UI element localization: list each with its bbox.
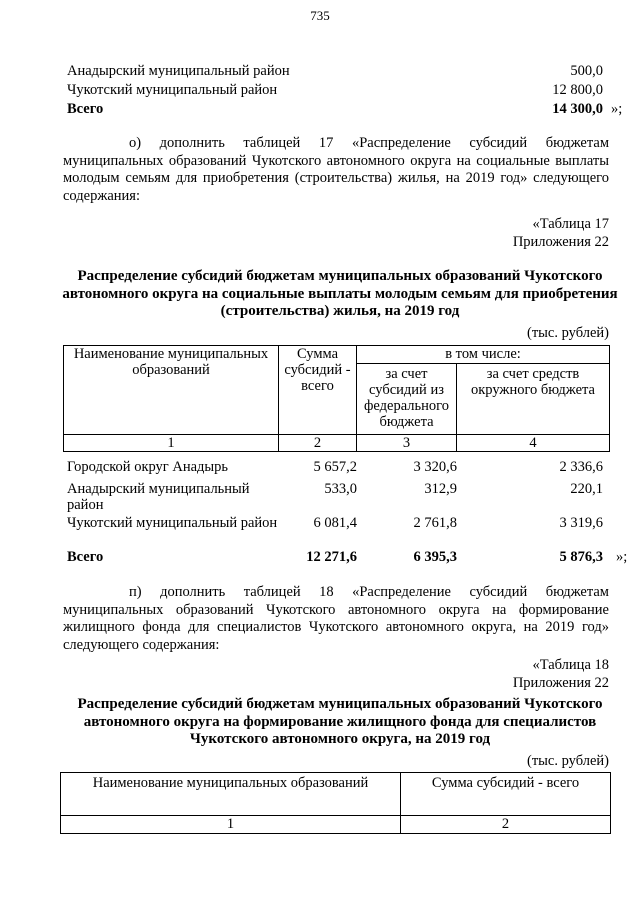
column-number: 4 (457, 435, 610, 452)
header-col4: за счет средств окружного бюджета (457, 364, 610, 435)
row-value: 12 800,0 (552, 82, 603, 98)
table17-label (513, 215, 609, 251)
row-name: Чукотский муниципальный район (67, 515, 278, 531)
row-regional: 5 876,3 (559, 549, 603, 565)
header-col2: Сумма субсидий - всего (401, 773, 611, 816)
row-regional: 220,1 (570, 481, 603, 497)
page-number: 735 (310, 8, 330, 23)
row-value: 500,0 (570, 63, 603, 79)
table18-label (513, 656, 609, 692)
column-number: 3 (357, 435, 457, 452)
row-value: 14 300,0 (552, 101, 603, 117)
row-name: Всего (67, 101, 104, 117)
table18-units: (тыс. рублей) (527, 753, 609, 769)
table-label-line: Приложения 22 (512, 675, 609, 691)
table17-units: (тыс. рублей) (527, 325, 609, 341)
table18-title: Распределение субсидий бюджетам муниципальных образований Чукотского автономного округа на формирование жилищного фонда для специалистов Чукотского автономного округа, на 2019 год (77, 696, 603, 747)
column-number: 1 (61, 816, 401, 834)
table17-header (63, 345, 610, 452)
total-row (63, 100, 623, 119)
row-regional: 2 336,6 (559, 459, 603, 475)
column-number: 2 (279, 435, 357, 452)
list-item (63, 81, 609, 100)
header-group: в том числе: (357, 346, 610, 364)
paragraph-p: п) дополнить таблицей 18 «Распределение субсидий бюджетам муниципальных образований Чукотского автономного округа на формирование жилищного фонда для специалистов Чукотского автономного округа, на 2019 год» следующего содержания: (63, 584, 609, 653)
header-col3: за счет субсидий из федерального бюджета (357, 364, 457, 435)
closing-quote: »; (611, 101, 623, 117)
row-federal: 312,9 (424, 481, 457, 497)
row-total: 12 271,6 (306, 549, 357, 565)
row-name: Анадырский муниципальный район (67, 481, 250, 513)
row-name: Всего (67, 549, 104, 565)
row-federal: 3 320,6 (413, 459, 457, 475)
table18-header (60, 772, 611, 834)
row-total: 5 657,2 (313, 459, 357, 475)
row-federal: 2 761,8 (413, 515, 457, 531)
paragraph-o: о) дополнить таблицей 17 «Распределение субсидий бюджетам муниципальных образований Чукотского автономного округа на социальные выплаты молодым семьям для приобретения (строительства) жилья, на 2019 год» следующего содержания: (63, 135, 609, 204)
header-col2: Сумма субсидий - всего (279, 346, 357, 435)
column-number: 2 (401, 816, 611, 834)
table-label-line: «Таблица 17 (532, 216, 609, 232)
row-name: Анадырский муниципальный район (67, 63, 290, 79)
row-name: Чукотский муниципальный район (67, 82, 278, 98)
row-total: 6 081,4 (313, 515, 357, 531)
row-regional: 3 319,6 (559, 515, 603, 531)
row-name: Городской округ Анадырь (67, 459, 229, 475)
table-label-line: Приложения 22 (512, 234, 609, 250)
row-total: 533,0 (324, 481, 357, 497)
header-col1: Наименование муниципальных образований (64, 346, 279, 435)
header-col1: Наименование муниципальных образований (61, 773, 401, 816)
table-label-line: «Таблица 18 (532, 657, 609, 673)
closing-quote: »; (616, 549, 628, 565)
column-number: 1 (64, 435, 279, 452)
row-federal: 6 395,3 (413, 549, 457, 565)
table17-title: Распределение субсидий бюджетам муниципальных образований Чукотского автономного округа на социальные выплаты молодым семьям для приобретения (строительства) жилья, на 2019 год (62, 268, 618, 319)
list-item (63, 62, 609, 81)
